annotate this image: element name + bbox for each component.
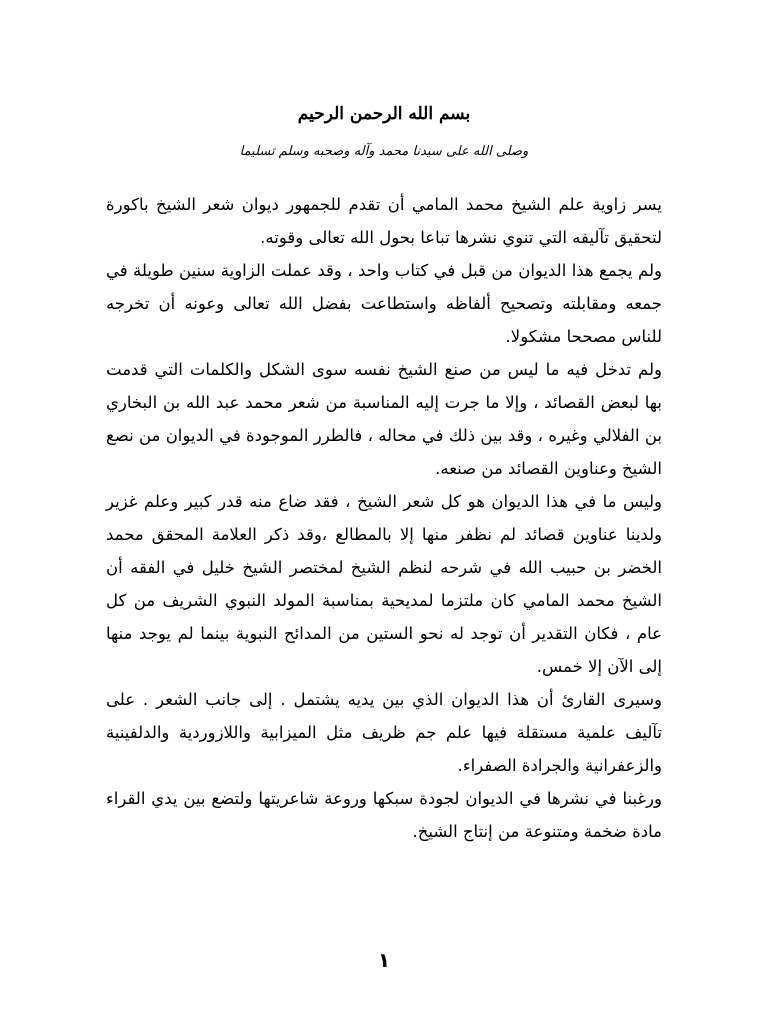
paragraph: يسر زاوية علم الشيخ محمد المامي أن تقدم للجمهور ديوان شعر الشيخ باكورة لتحقيق تآليفه التي تنوي نشرها تباعا بحول الله تعالى وقوته. bbox=[106, 195, 662, 247]
paragraph: ولم يجمع هذا الديوان من قبل في كتاب واحد ، وقد عملت الزاوية سنين طويلة في جمعه ومقابلته وتصحيح ألفاظه واستطاعت بفضل الله تعالى وعونه أن تخرجه للناس مصححا مشكولا. bbox=[106, 261, 662, 346]
paragraph: وسيرى القارئ أن هذا الديوان الذي بين يديه يشتمل . إلى جانب الشعر . على تآليف علمية مستقلة فيها علم جم ظريف مثل الميزابية واللازوردية والدلفينية والزعفرانية والجرادة الصفراء. bbox=[106, 690, 662, 775]
paragraph: وليس ما في هذا الديوان هو كل شعر الشيخ ، فقد ضاع منه قدر كبير وعلم غزير ولدينا عناوين قصائد لم نظفر منها إلا بالمطالع ،وقد ذكر العلامة المحقق محمد الخضر بن حبيب الله في شرحه لنظم الشيخ لمختصر الشيخ خليل في الفقه أن الشيخ محمد المامي كان ملتزما لمديحية بمناسبة المولد النبوي الشريف من كل عام ، فكان التقدير أن توجد له نحو الستين من المدائح النبوية بينما لم يوجد منها إلى الآن إلا خمس. bbox=[106, 492, 662, 676]
document-body bbox=[106, 188, 662, 848]
basmala-title: بسم الله الرحمن الرحيم bbox=[297, 104, 471, 124]
paragraph: ولم تدخل فيه ما ليس من صنع الشيخ نفسه سوى الشكل والكلمات التي قدمت بها لبعض القصائد ، وإلا ما جرت إليه المناسبة من شعر محمد عبد الله بن البخاري بن الفلالي وغيره ، وقد بين ذلك في محاله ، فالطرر الموجودة في الديوان من نصع الشيخ وعناوين القصائد من صنعه. bbox=[106, 360, 662, 478]
salutation-subtitle: وصلى الله على سيدنا محمد وآله وصحبه وسلم تسليما bbox=[239, 144, 529, 159]
paragraph: ورغبنا في نشرها في الديوان لجودة سبكها وروعة شاعريتها ولتضع بين يدي القراء مادة ضخمة ومتنوعة من إنتاج الشيخ. bbox=[106, 789, 662, 841]
page-number: ١ bbox=[377, 948, 391, 972]
